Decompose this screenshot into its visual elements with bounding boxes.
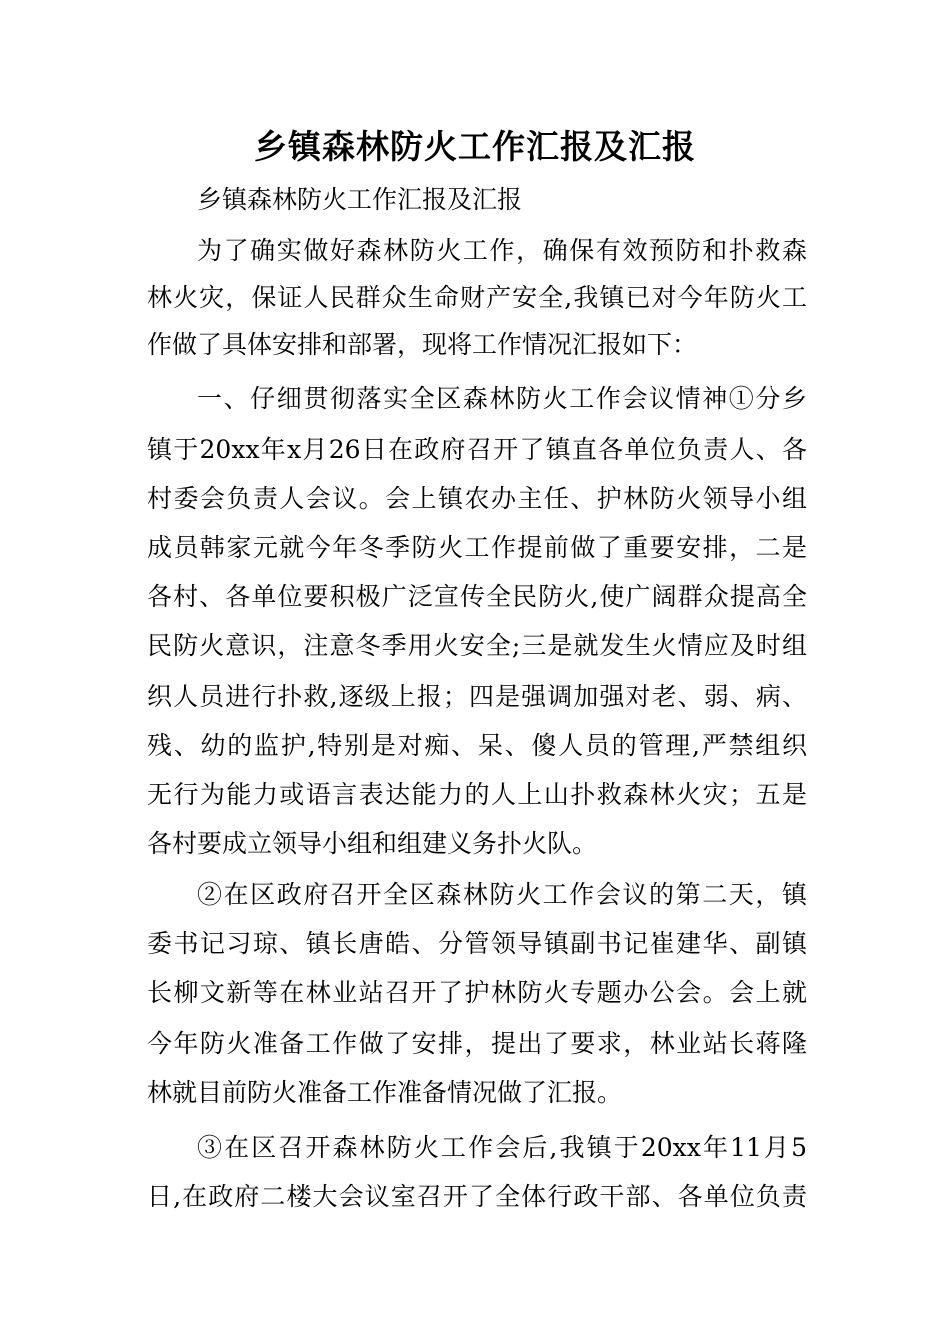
document-title: 乡镇森林防火工作汇报及汇报: [254, 127, 696, 166]
paragraph-line: 成员韩家元就今年冬季防火工作提前做了重要安排，二是: [147, 533, 807, 562]
paragraph-line: 作做了具体安排和部署，现将工作情况汇报如下：: [147, 330, 698, 359]
paragraph-line: 一、仔细贯彻落实全区森林防火工作会议情神①分乡: [197, 384, 807, 413]
paragraph-line: 委书记习琼、镇长唐皓、分管领导镇副书记崔建华、副镇: [147, 929, 807, 958]
paragraph-line: 织人员进行扑救,逐级上报；四是强调加强对老、弱、病、: [147, 682, 807, 711]
paragraph-line: ③在区召开森林防火工作会后,我镇于20xx年11月5: [197, 1133, 807, 1162]
paragraph-line: 各村要成立领导小组和组建义务扑火队。: [147, 829, 598, 858]
paragraph-line: ②在区政府召开全区森林防火工作会议的第二天，镇: [197, 880, 807, 909]
paragraph-line: 林火灾，保证人民群众生命财产安全,我镇已对今年防火工: [147, 283, 807, 312]
paragraph-line: 无行为能力或语言表达能力的人上山扑救森林火灾；五是: [147, 780, 807, 809]
paragraph-line: 残、幼的监护,特别是对痴、呆、傻人员的管理,严禁组织: [147, 731, 807, 760]
document-subtitle: 乡镇森林防火工作汇报及汇报: [197, 185, 523, 214]
paragraph-line: 林就目前防火准备工作准备情况做了汇报。: [147, 1078, 623, 1107]
paragraph-line: 日,在政府二楼大会议室召开了全体行政干部、各单位负责: [147, 1182, 807, 1211]
paragraph-line: 今年防火准备工作做了安排，提出了要求，林业站长蒋隆: [147, 1029, 807, 1058]
paragraph-line: 镇于20xx年x月26日在政府召开了镇直各单位负责人、各: [147, 435, 807, 464]
paragraph-line: 村委会负责人会议。会上镇农办主任、护林防火领导小组: [147, 484, 807, 513]
paragraph-line: 为了确实做好森林防火工作，确保有效预防和扑救森: [197, 236, 807, 265]
paragraph-line: 各村、各单位要积极广泛宣传全民防火,使广阔群众提高全: [147, 582, 807, 611]
paragraph-line: 长柳文新等在林业站召开了护林防火专题办公会。会上就: [147, 978, 807, 1007]
paragraph-line: 民防火意识，注意冬季用火安全;三是就发生火情应及时组: [147, 631, 807, 660]
